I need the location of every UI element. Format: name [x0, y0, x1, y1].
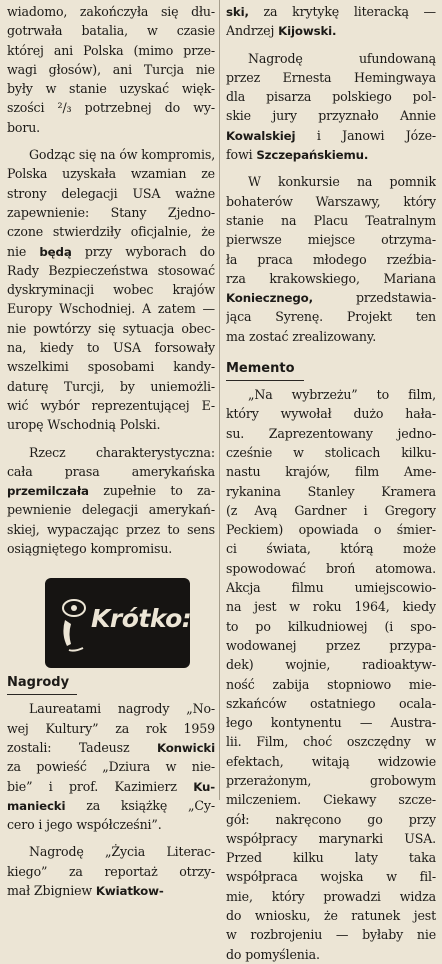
- text-line: Polska uzyskała wzamian ze: [7, 166, 215, 182]
- text-line: cała prasa amerykańska: [7, 463, 215, 479]
- text-line: pierwsze miejsce otrzyma-: [226, 232, 436, 248]
- paragraph-hemingway: [226, 49, 436, 165]
- text-line: przerażonym, grobowym: [226, 772, 436, 788]
- text-line: stanie na Placu Teatralnym: [226, 212, 436, 228]
- paragraph-compromise: [7, 145, 215, 434]
- text-line: zapewnienie: Stany Zjedno-: [7, 204, 215, 220]
- text-line: Peckiem) opowiada o śmier-: [226, 522, 436, 538]
- text-line: dyskryminacji wobec krajów: [7, 282, 215, 298]
- text-line: nie będą przy wyborach do: [7, 243, 215, 259]
- text-line: były w stanie uzyskać więk-: [7, 81, 215, 97]
- right-column: [226, 2, 436, 964]
- text-line: czone stwierdziły oficjalnie, że: [7, 224, 215, 240]
- text-line: na, kiedy to USA forsowały: [7, 340, 215, 356]
- text-line: szości ²/₃ potrzebnej do wy-: [7, 100, 215, 116]
- text-line: cześnie w stolicach kilku-: [226, 444, 436, 460]
- krotko-logo: [45, 578, 190, 668]
- text-line: Koniecznego, przedstawia-: [226, 290, 436, 306]
- text-line: przemilczała zupełnie to za-: [7, 483, 215, 499]
- text-line: mie, który prowadzi widza: [226, 888, 436, 904]
- paragraph-press: [7, 443, 215, 559]
- text-line: dla pisarza polskiego pol-: [226, 89, 436, 105]
- text-line: wić wybór reprezentującej E-: [7, 397, 215, 413]
- text-line: spowodować broń atomowa.: [226, 560, 436, 576]
- text-line: bohaterów Warszawy, który: [226, 193, 436, 209]
- text-line: osiągniętego kompromisu.: [7, 541, 173, 557]
- text-line: skie jury przyznało Annie: [226, 108, 436, 124]
- text-line: Godząc się na ów kompromis,: [29, 147, 215, 163]
- text-line: na jest w roku 1964, kiedy: [226, 599, 436, 615]
- text-line: współpraca wojska w fil-: [226, 869, 436, 885]
- text-line: wagi głosów), ani Turcja nie: [7, 61, 215, 77]
- telephone-icon: [59, 594, 89, 654]
- text-line: gotrwała batalia, w czasie: [7, 23, 215, 39]
- text-line: ła praca młodego rzeźbia-: [226, 251, 436, 267]
- text-line: Europy Wschodniej. A zatem —: [7, 301, 215, 317]
- text-line: W konkursie na pomnik: [248, 174, 436, 190]
- text-line: przez Ernesta Hemingwaya: [226, 69, 436, 85]
- text-line: maniecki za książkę „Cy-: [7, 797, 215, 813]
- text-line: Laureatami nagrody „No-: [29, 701, 215, 717]
- text-line: Nagrodę „Życia Literac-: [29, 844, 215, 860]
- text-line: wej Kultury” za rok 1959: [7, 720, 215, 736]
- text-line: nastu krajów, film Ame-: [226, 464, 436, 480]
- text-line: cero i jego współcześni”.: [7, 817, 162, 833]
- text-line: bie” i prof. Kazimierz Ku-: [7, 778, 215, 794]
- paragraph-nowa-kultura: [7, 699, 215, 834]
- text-line: uropę Wschodnią Polski.: [7, 417, 161, 433]
- column-rule: [219, 0, 220, 800]
- text-line: rza krakowskiego, Mariana: [226, 270, 436, 286]
- left-column: [7, 2, 215, 900]
- text-line: Kowalskiej i Janowi Józe-: [226, 127, 436, 143]
- text-line: za powieść „Dziura w nie-: [7, 759, 215, 775]
- text-line: lii. Film, choć oszczędny w: [226, 734, 436, 750]
- text-line: „Na wybrzeżu” to film,: [248, 387, 436, 403]
- paragraph-film: [226, 385, 436, 964]
- text-line: pewnienie delegacji amerykań-: [7, 502, 215, 518]
- text-line: skiej, wypaczając przez to sens: [7, 521, 215, 537]
- text-line: ma zostać zrealizowany.: [226, 328, 377, 344]
- text-line: zostali: Tadeusz Konwicki: [7, 739, 215, 755]
- text-line: efektach, witają widzowie: [226, 753, 436, 769]
- text-line: su. Zaprezentowany jedno-: [226, 425, 436, 441]
- text-line: Rady Bezpieczeństwa stosować: [7, 262, 215, 278]
- text-line: nie powtórzy się sytuacja obec-: [7, 320, 215, 336]
- text-line: daturę Turcji, by uniemożli-: [7, 378, 215, 394]
- text-line: dek) wojnie, radioaktyw-: [226, 657, 436, 673]
- text-line: współpracy marynarki USA.: [226, 830, 436, 846]
- text-line: (z Avą Gardner i Gregory: [226, 502, 436, 518]
- text-line: który wywołał dużo hała-: [226, 406, 436, 422]
- text-line: ność zabija stopniowo mie-: [226, 676, 436, 692]
- text-line: strony delegacji USA ważne: [7, 185, 215, 201]
- text-line: gół: nakręcono go przy: [226, 811, 436, 827]
- text-line: fowi Szczepańskiemu.: [226, 147, 369, 163]
- text-line: szkańców ostatniego ocala-: [226, 695, 436, 711]
- section-heading-memento: Memento: [226, 358, 304, 381]
- text-line: milczeniem. Ciekawy szcze-: [226, 792, 436, 808]
- paragraph-voting: [7, 2, 215, 137]
- text-line: jąca Syrenę. Projekt ten: [226, 309, 436, 325]
- text-line: wodowanej przez przypa-: [226, 637, 436, 653]
- text-line: boru.: [7, 119, 41, 135]
- text-line: łego kontynentu — Austra-: [226, 715, 436, 731]
- text-line: Akcja filmu umiejscowio-: [226, 580, 436, 596]
- text-line: do wniosku, że ratunek jest: [226, 908, 436, 924]
- text-line: w rozbrojeniu — byłaby nie: [226, 927, 436, 943]
- text-line: której ani Polska (mimo prze-: [7, 42, 215, 58]
- text-line: to po kilkudniowej (i spo-: [226, 618, 436, 634]
- text-line: wiadomo, zakończyła się dłu-: [7, 4, 215, 19]
- text-line: rykanina Stanley Kramera: [226, 483, 436, 499]
- text-line: wszelkimi sposobami kandy-: [7, 359, 215, 375]
- text-line: Przed kilku laty taka: [226, 850, 436, 866]
- text-line: ski, za krytykę literacką —: [226, 4, 436, 19]
- paragraph-zycie-literackie: [7, 842, 215, 900]
- text-line: ci świata, którą może: [226, 541, 436, 557]
- text-line: Rzecz charakterystyczna:: [29, 444, 215, 460]
- text-line: mał Zbigniew Kwiatkow-: [7, 882, 164, 898]
- section-heading-nagrody: Nagrody: [7, 672, 77, 695]
- paragraph-kijowski: [226, 2, 436, 41]
- paragraph-monument: [226, 172, 436, 346]
- text-line: Andrzej Kijowski.: [226, 23, 337, 39]
- text-line: do pomyślenia.: [226, 946, 320, 962]
- logo-text: Krótko:: [91, 604, 192, 634]
- text-line: kiego” za reportaż otrzy-: [7, 863, 215, 879]
- text-line: Nagrodę ufundowaną: [248, 50, 436, 66]
